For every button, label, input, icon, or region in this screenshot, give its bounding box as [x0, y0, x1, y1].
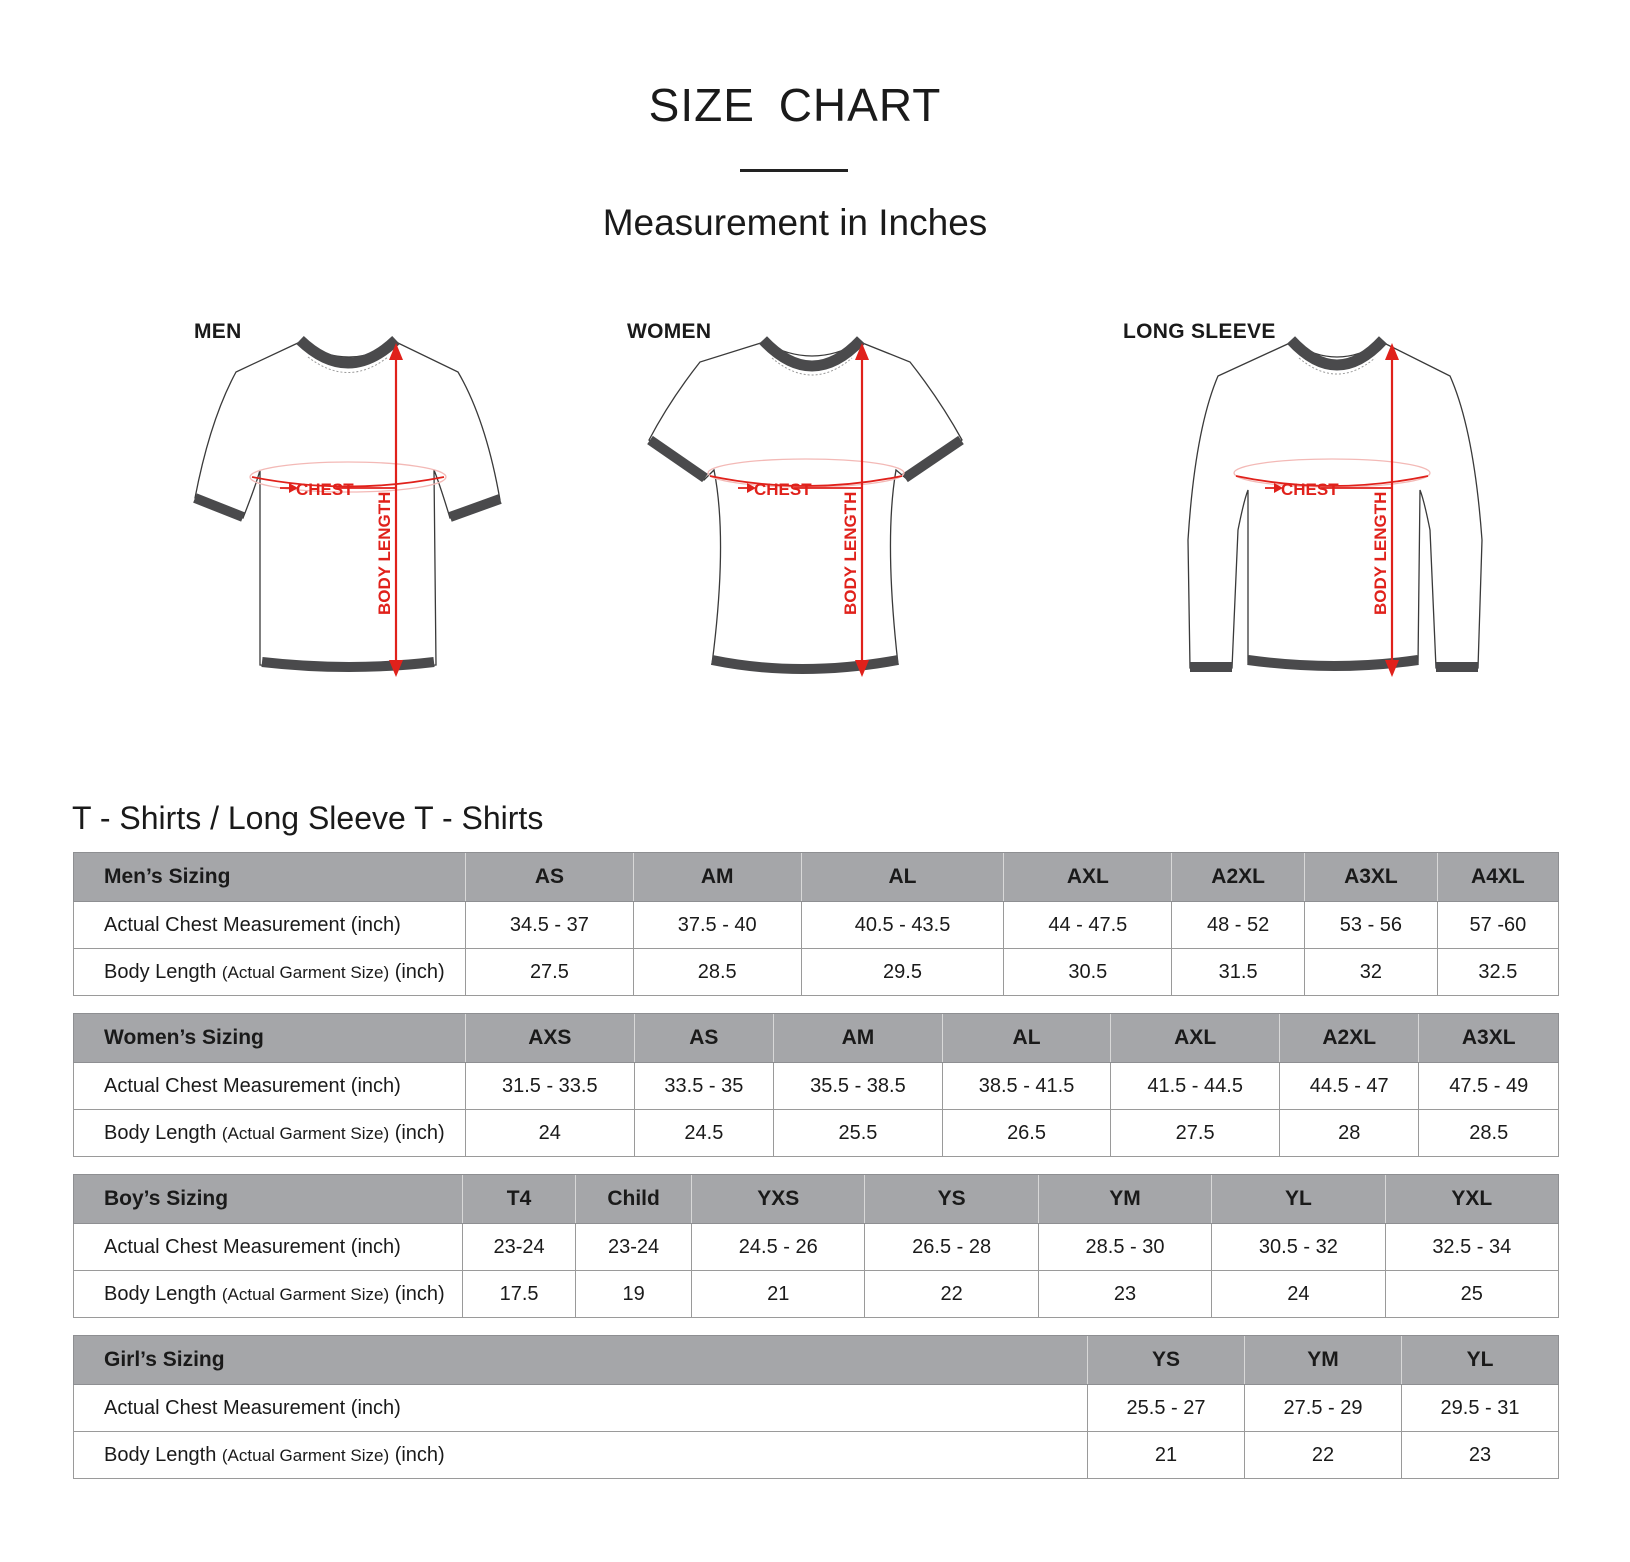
table-cell: 41.5 - 44.5	[1111, 1063, 1280, 1110]
girls-sizing-table	[73, 1335, 1559, 1479]
long-sleeve-body-length-label: BODY LENGTH	[1371, 491, 1390, 615]
table-cell: 29.5 - 31	[1402, 1385, 1559, 1432]
table-cell: 24	[1212, 1271, 1385, 1318]
table-cell: 38.5 - 41.5	[942, 1063, 1111, 1110]
table-cell: 47.5 - 49	[1419, 1063, 1559, 1110]
table-cell: 28.5	[1419, 1110, 1559, 1157]
men-body-length-label: BODY LENGTH	[375, 491, 394, 615]
row-label-note: (Actual Garment Size)	[221, 962, 390, 982]
table-header-row	[74, 1336, 1559, 1385]
table-cell: 25.5	[774, 1110, 943, 1157]
table-cell: 30.5	[1004, 949, 1172, 996]
table-cell: 31.5 - 33.5	[466, 1063, 635, 1110]
women-chest-label: CHEST	[754, 480, 812, 499]
table-cell: 17.5	[463, 1271, 576, 1318]
table-cell: 34.5 - 37	[466, 902, 634, 949]
table-cell: 32.5	[1437, 949, 1558, 996]
row-label-main: Body Length	[104, 1443, 217, 1466]
table-row	[74, 1385, 1559, 1432]
row-label-main: Body Length	[104, 1121, 217, 1144]
size-header: AXL	[1111, 1014, 1280, 1063]
size-header: YS	[865, 1175, 1038, 1224]
size-header: AL	[801, 853, 1004, 902]
size-header: YXL	[1385, 1175, 1558, 1224]
table-cell: 44 - 47.5	[1004, 902, 1172, 949]
table-cell: 19	[576, 1271, 692, 1318]
table-cell: 24	[466, 1110, 635, 1157]
table-cell: 26.5	[942, 1110, 1111, 1157]
row-label: Actual Chest Measurement (inch)	[74, 902, 466, 949]
row-label-note: (Actual Garment Size)	[221, 1284, 390, 1304]
table-header-row	[74, 1175, 1559, 1224]
size-header: YL	[1212, 1175, 1385, 1224]
table-cell: 23-24	[576, 1224, 692, 1271]
women-tshirt-illustration	[640, 330, 980, 690]
size-header: T4	[463, 1175, 576, 1224]
size-header: Child	[576, 1175, 692, 1224]
table-cell: 57 -60	[1437, 902, 1558, 949]
size-header: YL	[1402, 1336, 1559, 1385]
table-cell: 30.5 - 32	[1212, 1224, 1385, 1271]
size-header: AM	[774, 1014, 943, 1063]
womens-sizing-table	[73, 1013, 1559, 1157]
section-title: T - Shirts / Long Sleeve T - Shirts	[72, 800, 544, 836]
boys-sizing-table	[73, 1174, 1559, 1318]
page-subtitle: Measurement in Inches	[602, 202, 988, 243]
row-label-unit: (inch)	[394, 1282, 445, 1305]
table-cell: 35.5 - 38.5	[774, 1063, 943, 1110]
size-header: YM	[1038, 1175, 1211, 1224]
table-row	[74, 1110, 1559, 1157]
table-cell: 44.5 - 47	[1279, 1063, 1419, 1110]
row-label-main: Body Length	[104, 1282, 217, 1305]
row-label: Actual Chest Measurement (inch)	[74, 1385, 1088, 1432]
row-label-note: (Actual Garment Size)	[221, 1445, 390, 1465]
row-label	[74, 1110, 466, 1157]
table-cell: 27.5	[1111, 1110, 1280, 1157]
size-header: AXL	[1004, 853, 1172, 902]
table-cell: 27.5 - 29	[1245, 1385, 1402, 1432]
size-header: YS	[1088, 1336, 1245, 1385]
size-header: AM	[633, 853, 801, 902]
table-header-row	[74, 1014, 1559, 1063]
men-tshirt-illustration	[180, 330, 520, 690]
table-row	[74, 1063, 1559, 1110]
size-header: A3XL	[1305, 853, 1438, 902]
size-header: A4XL	[1437, 853, 1558, 902]
table-cell: 27.5	[466, 949, 634, 996]
table-cell: 29.5	[801, 949, 1004, 996]
mens-sizing-table	[73, 852, 1559, 996]
table-cell: 40.5 - 43.5	[801, 902, 1004, 949]
table-heading: Boy’s Sizing	[74, 1175, 463, 1224]
table-cell: 24.5	[634, 1110, 774, 1157]
table-row	[74, 1271, 1559, 1318]
table-cell: 23	[1402, 1432, 1559, 1479]
table-heading: Women’s Sizing	[74, 1014, 466, 1063]
size-header: A3XL	[1419, 1014, 1559, 1063]
table-cell: 23	[1038, 1271, 1211, 1318]
table-cell: 21	[692, 1271, 865, 1318]
table-cell: 25.5 - 27	[1088, 1385, 1245, 1432]
size-header: AL	[942, 1014, 1111, 1063]
row-label-note: (Actual Garment Size)	[221, 1123, 390, 1143]
row-label-unit: (inch)	[394, 1443, 445, 1466]
table-cell: 24.5 - 26	[692, 1224, 865, 1271]
table-cell: 22	[1245, 1432, 1402, 1479]
table-cell: 32.5 - 34	[1385, 1224, 1558, 1271]
page-title: SIZE CHART	[648, 79, 942, 131]
table-cell: 33.5 - 35	[634, 1063, 774, 1110]
row-label: Actual Chest Measurement (inch)	[74, 1224, 463, 1271]
table-cell: 31.5	[1172, 949, 1305, 996]
table-cell: 25	[1385, 1271, 1558, 1318]
table-cell: 28.5 - 30	[1038, 1224, 1211, 1271]
long-sleeve-chest-label: CHEST	[1281, 480, 1339, 499]
title-divider	[740, 169, 848, 172]
table-cell: 37.5 - 40	[633, 902, 801, 949]
size-header: AS	[466, 853, 634, 902]
table-cell: 48 - 52	[1172, 902, 1305, 949]
table-row	[74, 1432, 1559, 1479]
size-header: A2XL	[1279, 1014, 1419, 1063]
table-cell: 21	[1088, 1432, 1245, 1479]
men-chest-label: CHEST	[296, 480, 354, 499]
garment-label-men: MEN	[194, 320, 242, 343]
row-label	[74, 949, 466, 996]
table-row	[74, 1224, 1559, 1271]
garment-label-women: WOMEN	[627, 320, 712, 343]
women-body-length-label: BODY LENGTH	[841, 491, 860, 615]
row-label	[74, 1271, 463, 1318]
row-label	[74, 1432, 1088, 1479]
row-label-unit: (inch)	[394, 1121, 445, 1144]
garment-label-long-sleeve: LONG SLEEVE	[1123, 320, 1276, 343]
table-cell: 23-24	[463, 1224, 576, 1271]
table-heading: Girl’s Sizing	[74, 1336, 1088, 1385]
size-header: A2XL	[1172, 853, 1305, 902]
table-cell: 28	[1279, 1110, 1419, 1157]
table-heading: Men’s Sizing	[74, 853, 466, 902]
row-label: Actual Chest Measurement (inch)	[74, 1063, 466, 1110]
long-sleeve-illustration	[1175, 330, 1495, 690]
table-row	[74, 902, 1559, 949]
table-cell: 26.5 - 28	[865, 1224, 1038, 1271]
size-header: YXS	[692, 1175, 865, 1224]
size-header: YM	[1245, 1336, 1402, 1385]
table-header-row	[74, 853, 1559, 902]
table-row	[74, 949, 1559, 996]
table-cell: 28.5	[633, 949, 801, 996]
table-cell: 22	[865, 1271, 1038, 1318]
row-label-main: Body Length	[104, 960, 217, 983]
row-label-unit: (inch)	[394, 960, 445, 983]
table-cell: 32	[1305, 949, 1438, 996]
table-cell: 53 - 56	[1305, 902, 1438, 949]
size-header: AXS	[466, 1014, 635, 1063]
size-header: AS	[634, 1014, 774, 1063]
